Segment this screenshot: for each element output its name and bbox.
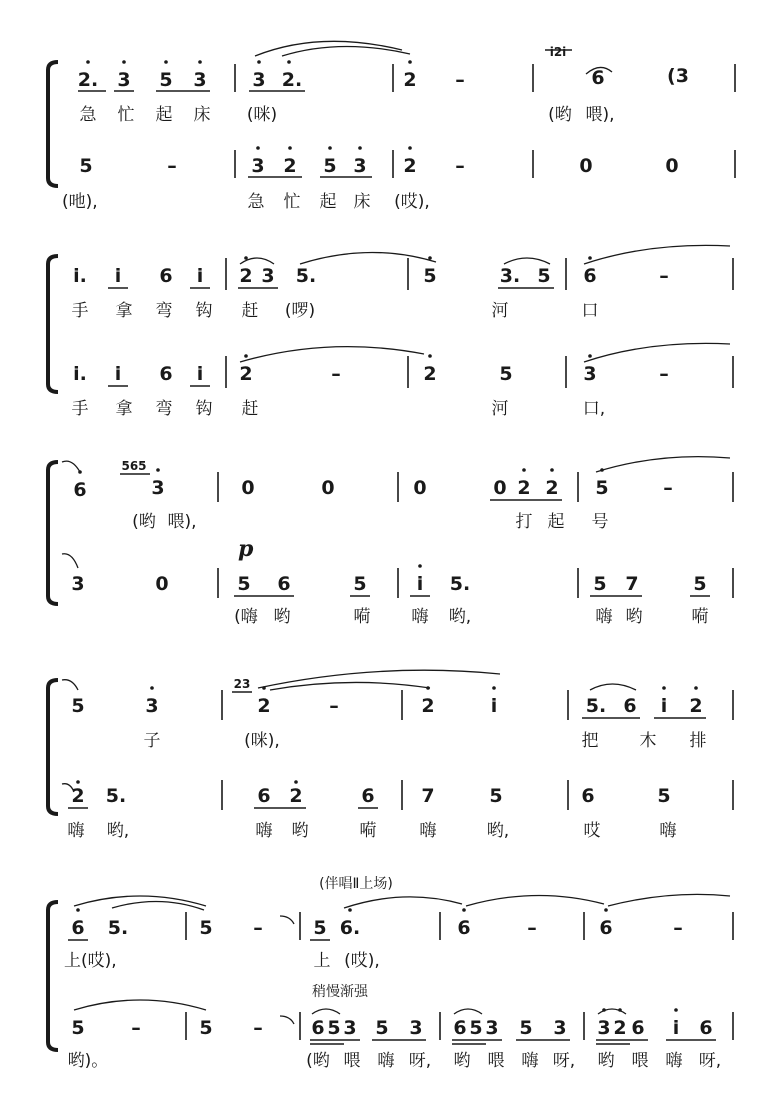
- note: 5: [323, 155, 337, 177]
- note: 5: [519, 1017, 533, 1039]
- note: 2: [403, 155, 417, 177]
- note: 3.: [499, 265, 521, 287]
- note: 6: [277, 573, 291, 595]
- lyric: 起: [319, 192, 337, 212]
- note: –: [663, 477, 673, 499]
- dynamic-marking: p: [238, 536, 254, 562]
- lyric: 弯: [155, 399, 173, 419]
- lyric: 起: [155, 105, 173, 125]
- lyric: 钩: [195, 301, 213, 321]
- note: 7: [421, 785, 435, 807]
- lyric: 嗨: [255, 821, 273, 841]
- note: 3: [261, 265, 275, 287]
- note: 6.: [339, 917, 361, 939]
- note: 2: [71, 785, 85, 807]
- lyric: (哎),: [344, 951, 380, 971]
- note: i: [196, 265, 204, 287]
- note: 6: [159, 265, 173, 287]
- note: 5: [469, 1017, 483, 1039]
- lyric: 呀,: [698, 1051, 722, 1071]
- note: 2.: [77, 69, 99, 91]
- note: 2: [613, 1017, 627, 1039]
- lyric: 急: [79, 105, 97, 125]
- note: 3: [553, 1017, 567, 1039]
- note: 5: [237, 573, 251, 595]
- note: 2: [257, 695, 271, 717]
- lyric: 喂),: [585, 105, 615, 125]
- note: 6: [159, 363, 173, 385]
- grace-notes: 565: [121, 459, 147, 473]
- note: 2.: [281, 69, 303, 91]
- lyric: 手: [71, 301, 89, 321]
- note: 6: [583, 265, 597, 287]
- note: 5.: [107, 917, 129, 939]
- lyric: 呀,: [552, 1051, 576, 1071]
- lyric: 哟)。: [67, 1051, 109, 1071]
- note: 5: [693, 573, 707, 595]
- note: i: [490, 695, 498, 717]
- lyric: (哟: [548, 105, 572, 125]
- lyric: 木: [639, 731, 657, 751]
- lyric: 嗨: [595, 607, 613, 627]
- lyric: 喂: [343, 1051, 361, 1071]
- lyric: 上(哎),: [64, 951, 117, 971]
- lyric: 嗬: [691, 607, 709, 627]
- lyric: 口,: [582, 399, 606, 419]
- lyric: 手: [71, 399, 89, 419]
- note: 6: [457, 917, 471, 939]
- note: 0: [413, 477, 427, 499]
- lyric: 嗨: [659, 821, 677, 841]
- lyric: (咪),: [244, 731, 280, 751]
- lyric: (咪): [246, 105, 278, 125]
- note: 3: [117, 69, 131, 91]
- lyric: 床: [193, 105, 211, 125]
- lyric: 嗨: [665, 1051, 683, 1071]
- note: 2: [423, 363, 437, 385]
- note: 0: [321, 477, 335, 499]
- lyric: 嗨: [521, 1051, 539, 1071]
- lyric: 喂: [631, 1051, 649, 1071]
- lyric: 赶: [241, 399, 259, 419]
- note: 3: [597, 1017, 611, 1039]
- note: 5.: [585, 695, 607, 717]
- note: 3: [343, 1017, 357, 1039]
- lyric: 拿: [115, 301, 133, 321]
- lyric: 哟: [291, 821, 309, 841]
- note: 5: [71, 1017, 85, 1039]
- lyric: 床: [353, 192, 371, 212]
- note: 0: [665, 155, 679, 177]
- lyric: (啰): [284, 301, 316, 321]
- note: i: [672, 1017, 680, 1039]
- note: 2: [689, 695, 703, 717]
- lyric: 嗬: [353, 607, 371, 627]
- note: 6: [361, 785, 375, 807]
- note: 6: [623, 695, 637, 717]
- note: 6: [581, 785, 595, 807]
- note: 2: [283, 155, 297, 177]
- lyric: 哟: [597, 1051, 615, 1071]
- note: 5: [537, 265, 551, 287]
- note: –: [659, 363, 669, 385]
- lyric: 呀,: [408, 1051, 432, 1071]
- note: 5: [353, 573, 367, 595]
- system-2: [48, 245, 733, 419]
- lyric: 嗨: [419, 821, 437, 841]
- system-1: [48, 41, 735, 212]
- note: –: [659, 265, 669, 287]
- lyric: 哟,: [486, 821, 510, 841]
- note: 3: [71, 573, 85, 595]
- note: 6: [73, 479, 87, 501]
- lyric: 排: [689, 731, 707, 751]
- note: 2: [421, 695, 435, 717]
- note: 5: [499, 363, 513, 385]
- lyric: 哟: [453, 1051, 471, 1071]
- note: 5.: [105, 785, 127, 807]
- lyric: 嗬: [359, 821, 377, 841]
- lyric: 哟,: [106, 821, 130, 841]
- lyric: 哟: [625, 607, 643, 627]
- note: i: [416, 573, 424, 595]
- note: 6: [631, 1017, 645, 1039]
- note: i.: [73, 363, 87, 385]
- lyric: (嗨: [234, 607, 258, 627]
- note: 0: [579, 155, 593, 177]
- note: 5: [71, 695, 85, 717]
- note: 6: [591, 67, 605, 89]
- lyric: 拿: [115, 399, 133, 419]
- note: 5: [593, 573, 607, 595]
- note: 5: [489, 785, 503, 807]
- note: 3: [252, 69, 266, 91]
- note: 2: [239, 363, 253, 385]
- note: 6: [599, 917, 613, 939]
- lyric: (哟: [306, 1051, 330, 1071]
- note: 2: [239, 265, 253, 287]
- note: 3: [151, 477, 165, 499]
- note: 0: [155, 573, 169, 595]
- lyric: 起: [547, 512, 565, 532]
- note: 5: [159, 69, 173, 91]
- lyric: 哎: [583, 821, 601, 841]
- note: i: [114, 265, 122, 287]
- lyric: 喂),: [167, 512, 197, 532]
- note: 5: [375, 1017, 389, 1039]
- tempo-marking: 稍慢渐强: [312, 984, 368, 1000]
- lyric: 号: [591, 512, 609, 532]
- lyric: 弯: [155, 301, 173, 321]
- note: 3: [193, 69, 207, 91]
- lyric: 哟,: [448, 607, 472, 627]
- lyric: 忙: [117, 105, 135, 125]
- note: 6: [311, 1017, 325, 1039]
- note: 2: [517, 477, 531, 499]
- note: –: [527, 917, 537, 939]
- note: 5: [313, 917, 327, 939]
- lyric: (哟: [132, 512, 156, 532]
- note: 6: [71, 917, 85, 939]
- note: 2: [403, 69, 417, 91]
- grace-notes: 23: [233, 677, 251, 691]
- lyric: 上: [313, 951, 331, 971]
- note: i: [196, 363, 204, 385]
- note: 6: [257, 785, 271, 807]
- note: 0: [493, 477, 507, 499]
- lyric: 钩: [195, 399, 213, 419]
- lyric: 子: [143, 731, 161, 751]
- lyric: 口: [581, 301, 599, 321]
- lyric: 急: [247, 192, 265, 212]
- lyric: 赶: [241, 301, 259, 321]
- note: 5: [79, 155, 93, 177]
- note: 3: [409, 1017, 423, 1039]
- lyric: (吔),: [62, 192, 98, 212]
- note: (3: [667, 65, 689, 87]
- system-4: [48, 670, 733, 841]
- system-brace: [48, 62, 58, 186]
- lyric: (哎),: [394, 192, 430, 212]
- system-5: [48, 875, 733, 1071]
- lyric: 嗨: [67, 821, 85, 841]
- note: –: [167, 155, 177, 177]
- note: 3: [251, 155, 265, 177]
- note: 5.: [449, 573, 471, 595]
- note: –: [455, 155, 465, 177]
- note: 5: [199, 917, 213, 939]
- note: –: [329, 695, 339, 717]
- lyric: 嗨: [377, 1051, 395, 1071]
- note: –: [253, 917, 263, 939]
- grace-notes: i2i: [549, 45, 567, 59]
- note: –: [331, 363, 341, 385]
- note: 5: [595, 477, 609, 499]
- lyric: 河: [491, 301, 509, 321]
- lyric: 把: [581, 731, 599, 751]
- note: 0: [241, 477, 255, 499]
- note: 5: [657, 785, 671, 807]
- lyric: 哟: [273, 607, 291, 627]
- lyric: 忙: [283, 192, 301, 212]
- note: 5: [199, 1017, 213, 1039]
- note: 3: [145, 695, 159, 717]
- note: 5: [423, 265, 437, 287]
- note: –: [131, 1017, 141, 1039]
- note: i: [660, 695, 668, 717]
- note: i.: [73, 265, 87, 287]
- system-3: [48, 457, 733, 627]
- lyric: 喂: [487, 1051, 505, 1071]
- note: 2: [289, 785, 303, 807]
- performance-annotation: (伴唱Ⅱ上场): [319, 876, 393, 892]
- lyric: 打: [515, 512, 533, 532]
- note: 3: [353, 155, 367, 177]
- note: i: [114, 363, 122, 385]
- note: –: [673, 917, 683, 939]
- note: –: [253, 1017, 263, 1039]
- note: –: [455, 69, 465, 91]
- note: 6: [453, 1017, 467, 1039]
- note: 2: [545, 477, 559, 499]
- note: 6: [699, 1017, 713, 1039]
- note: 5: [327, 1017, 341, 1039]
- note: 5.: [295, 265, 317, 287]
- note: 3: [583, 363, 597, 385]
- note: 7: [625, 573, 639, 595]
- lyric: 嗨: [411, 607, 429, 627]
- note: 3: [485, 1017, 499, 1039]
- lyric: 河: [491, 399, 509, 419]
